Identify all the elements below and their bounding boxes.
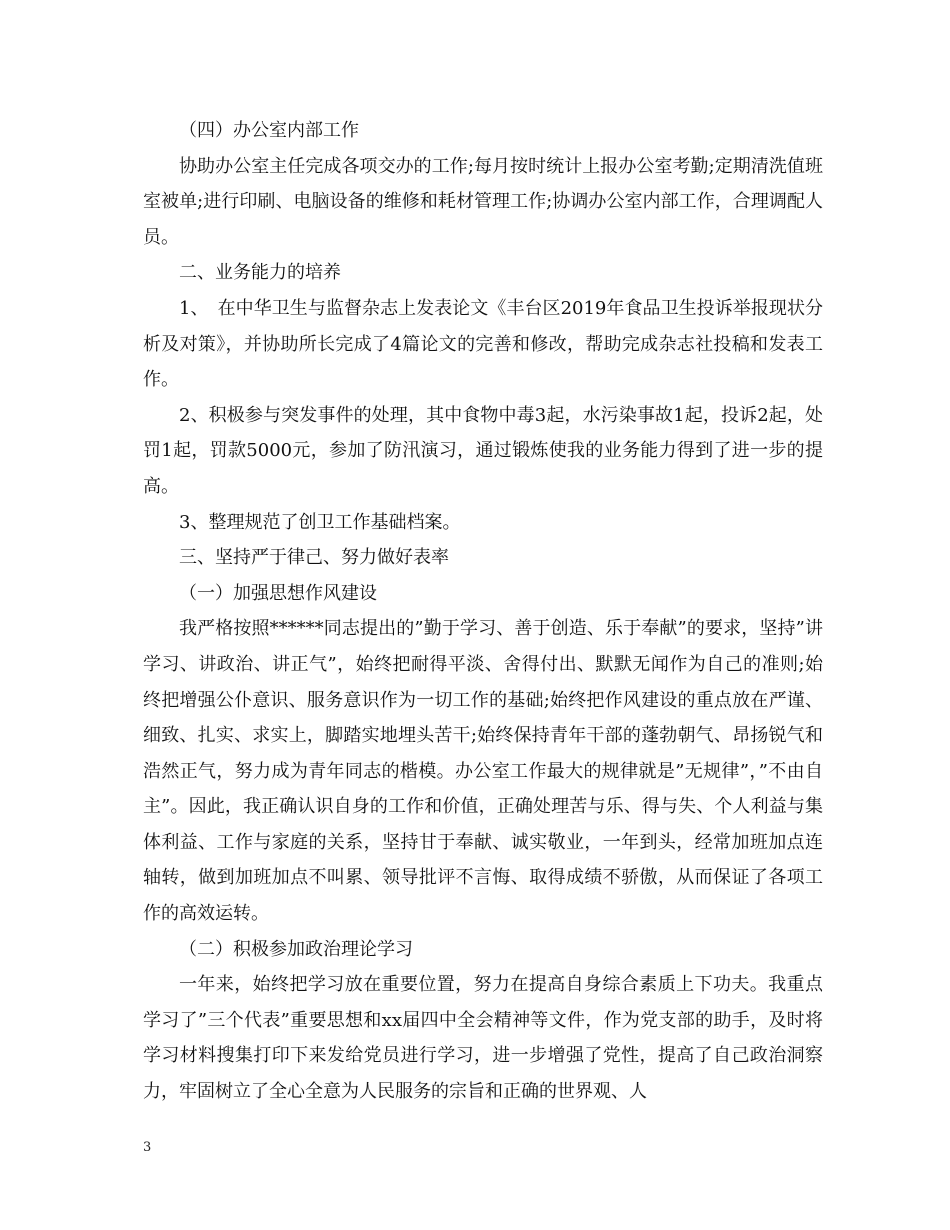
section-heading-business-ability: 二、业务能力的培养 xyxy=(179,262,341,284)
section-heading-office-internal-work: （四）办公室内部工作 xyxy=(179,120,359,141)
page-number: 3 xyxy=(143,1140,152,1155)
paragraph-work-style: 我严格按照******同志提出的”勤于学习、善于创造、乐于奉献”的要求，坚持”讲学习、讲政治、讲正气”，始终把耐得平淡、舍得付出、默默无闻作为自己的准则;始终把增强公仆意识、服务意识作为一切工作的基础;始终把作风建设的重点放在严谨、细致、扎实、求实上，脚踏实地埋头苦干;始终保持青年干部的蓬勃朝气、昂扬锐气和浩然正气，努力成为青年同志的楷模。办公室工作最大的规律就是”无规律”，”不由自主”。因此，我正确认识自身的工作和价值，正确处理苦与乐、得与失、个人利益与集体利益、工作与家庭的关系，坚持甘于奉献、诚实敬业，一年到头，经常加班加点连轴转，做到加班加点不叫累、领导批评不言悔、取得成绩不骄傲，从而保证了各项工作的高效运转。 xyxy=(143,618,823,925)
paragraph-office-duties: 协助办公室主任完成各项交办的工作;每月按时统计上报办公室考勤;定期清洗值班室被单;进行印刷、电脑设备的维修和耗材管理工作;协调办公室内部工作，合理调配人员。 xyxy=(143,155,823,248)
section-heading-work-style: （一）加强思想作风建设 xyxy=(179,582,377,604)
section-heading-political-study: （二）积极参加政治理论学习 xyxy=(179,938,413,960)
paragraph-item-1-paper: 1、 在中华卫生与监督杂志上发表论文《丰台区2019年食品卫生投诉举报现状分析及对策》，并协助所长完成了4篇论文的完善和修改，帮助完成杂志社投稿和发表工作。 xyxy=(143,297,823,391)
paragraph-political-study: 一年来，始终把学习放在重要位置，努力在提高自身综合素质上下功夫。我重点学习了”三个代表”重要思想和xx届四中全会精神等文件，作为党支部的助手，及时将学习材料搜集打印下来发给党员进行学习，进一步增强了党性，提高了自己政治洞察力，牢固树立了全心全意为人民服务的宗旨和正确的世界观、人 xyxy=(143,974,823,1103)
document-body xyxy=(143,113,823,1110)
section-heading-self-discipline: 三、坚持严于律己、努力做好表率 xyxy=(179,547,449,569)
paragraph-item-2-emergencies: 2、积极参与突发事件的处理，其中食物中毒3起，水污染事故1起，投诉2起，处罚1起，罚款5000元，参加了防汛演习，通过锻炼使我的业务能力得到了进一步的提高。 xyxy=(143,404,823,497)
paragraph-item-3-archives: 3、整理规范了创卫工作基础档案。 xyxy=(179,511,461,533)
